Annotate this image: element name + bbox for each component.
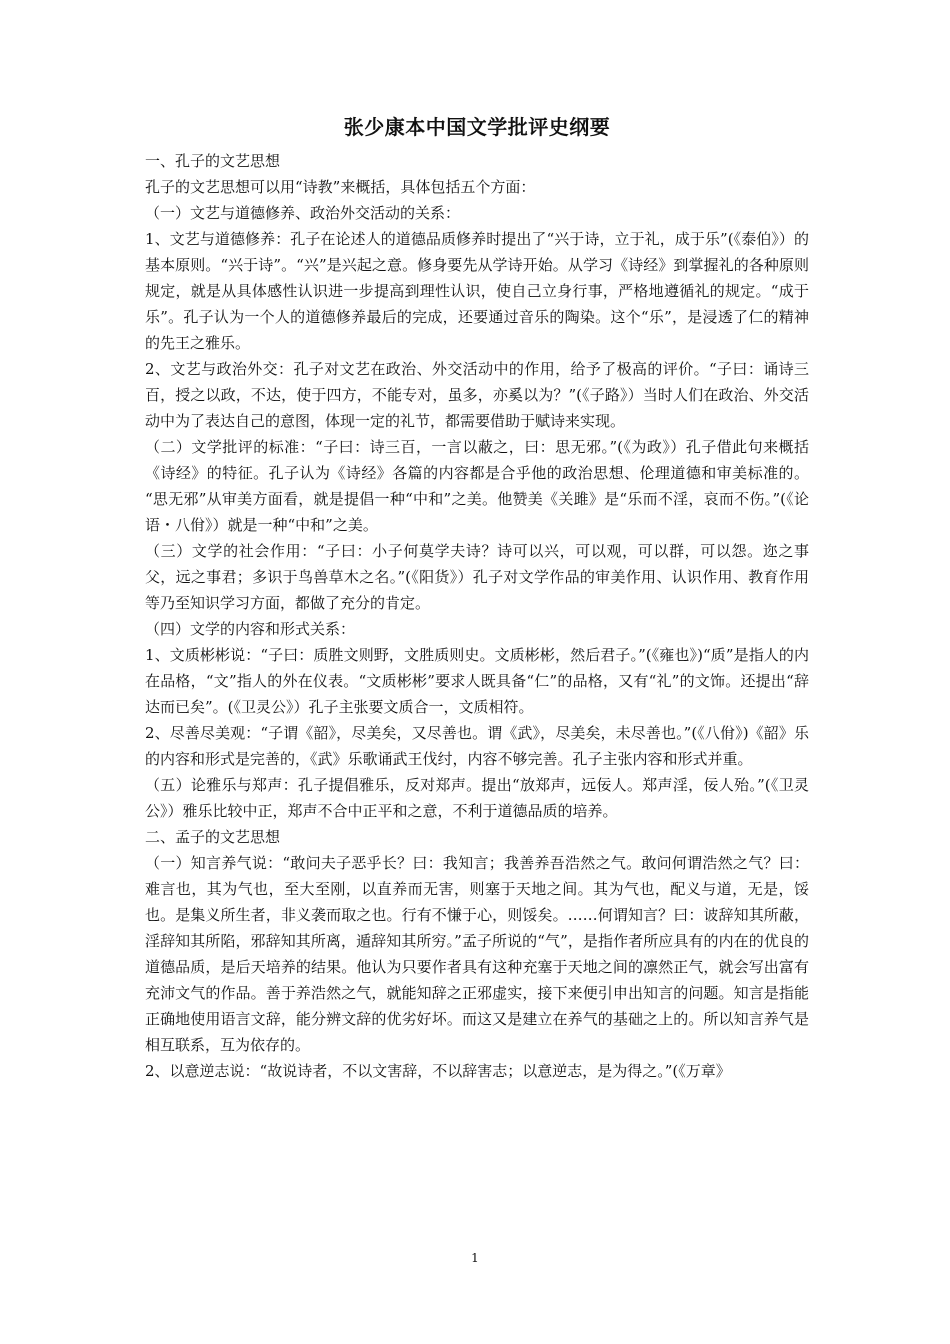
paragraph: 1、文质彬彬说：“子曰：质胜文则野，文胜质则史。文质彬彬，然后君子。”(《雍也》)“质”是指人的内在品格，“文”指人的外在仪表。“文质彬彬”要求人既具备“仁”的品格，又有“礼”的文饰。还提出“辞达而已矣”。(《卫灵公》）孔子主张要文质合一，文质相符。 [145, 646, 809, 716]
paragraph: （二）文学批评的标准：“子曰：诗三百，一言以蔽之，曰：思无邪。”(《为政》）孔子借此句来概括《诗经》的特征。孔子认为《诗经》各篇的内容都是合乎他的政治思想、伦理道德和审美标准的。 “思无邪”从审美方面看，就是提倡一种“中和”之美。他赞美《关雎》是“乐而不淫，哀而不伤。”(《论语・八佾》）就是一种“中和”之美。 [145, 438, 809, 534]
paragraph: （三）文学的社会作用：“子曰：小子何莫学夫诗？诗可以兴，可以观，可以群，可以怨。迩之事父，远之事君；多识于鸟兽草木之名。”(《阳货》）孔子对文学作品的审美作用、认识作用、教育作用等乃至知识学习方面，都做了充分的肯定。 [145, 542, 809, 612]
section-heading: 二、孟子的文艺思想 [145, 828, 281, 846]
paragraph: （五）论雅乐与郑声：孔子提倡雅乐，反对郑声。提出“放郑声，远佞人。郑声淫，佞人殆。”(《卫灵公》）雅乐比较中正，郑声不合中正平和之意，不利于道德品质的培养。 [145, 776, 809, 820]
subsection-heading: （四）文学的内容和形式关系： [145, 620, 356, 638]
paragraph: 2、尽善尽美观：“子谓《韶》，尽美矣，又尽善也。谓《武》，尽美矣，未尽善也。”(《八佾》)《韶》乐的内容和形式是完善的，《武》乐歌诵武王伐纣，内容不够完善。孔子主张内容和形式并重。 [145, 724, 809, 768]
document-body [145, 148, 809, 1084]
paragraph: 1、文艺与道德修养：孔子在论述人的道德品质修养时提出了“兴于诗，立于礼，成于乐”(《泰伯》）的基本原则。“兴于诗”。“兴”是兴起之意。修身要先从学诗开始。从学习《诗经》到掌握礼的各种原则规定，就是从具体感性认识进一步提高到理性认识，使自己立身行事，严格地遵循礼的规定。“成于乐”。孔子认为一个人的道德修养最后的完成，还要通过音乐的陶染。这个“乐”，是浸透了仁的精神的先王之雅乐。 [145, 230, 809, 352]
paragraph: 2、以意逆志说：“故说诗者，不以文害辞，不以辞害志；以意逆志，是为得之。”(《万章》 [145, 1062, 731, 1080]
paragraph: 孔子的文艺思想可以用“诗教”来概括，具体包括五个方面： [145, 178, 536, 196]
paragraph: （一）知言养气说：“敢问夫子恶乎长？曰：我知言；我善养吾浩然之气。敢问何谓浩然之气？曰：难言也，其为气也，至大至刚，以直养而无害，则塞于天地之间。其为气也，配义与道，无是，馁也。是集义所生者，非义袭而取之也。行有不慊于心，则馁矣。……何谓知言？曰：诐辞知其所蔽，淫辞知其所陷，邪辞知其所离，遁辞知其所穷。”孟子所说的“气”，是指作者所应具有的内在的优良的道德品质，是后天培养的结果。他认为只要作者具有这种充塞于天地之间的凛然正气，就会写出富有充沛文气的作品。善于养浩然之气，就能知辞之正邪虚实，接下来便引申出知言的问题。知言是指能正确地使用语言文辞，能分辨文辞的优劣好坏。而这又是建立在养气的基础之上的。所以知言养气是相互联系，互为依存的。 [145, 854, 809, 1054]
page-number: 1 [471, 1251, 479, 1265]
document-page [145, 110, 809, 1084]
paragraph: 2、文艺与政治外交：孔子对文艺在政治、外交活动中的作用，给予了极高的评价。“子曰：诵诗三百，授之以政，不达，使于四方，不能专对，虽多，亦奚以为？”(《子路》）当时人们在政治、外交活动中为了表达自己的意图，体现一定的礼节，都需要借助于赋诗来实现。 [145, 360, 809, 430]
page-title: 张少康本中国文学批评史纲要 [343, 115, 611, 139]
subsection-heading: （一）文艺与道德修养、政治外交活动的关系： [145, 204, 461, 222]
section-heading: 一、孔子的文艺思想 [145, 152, 281, 170]
